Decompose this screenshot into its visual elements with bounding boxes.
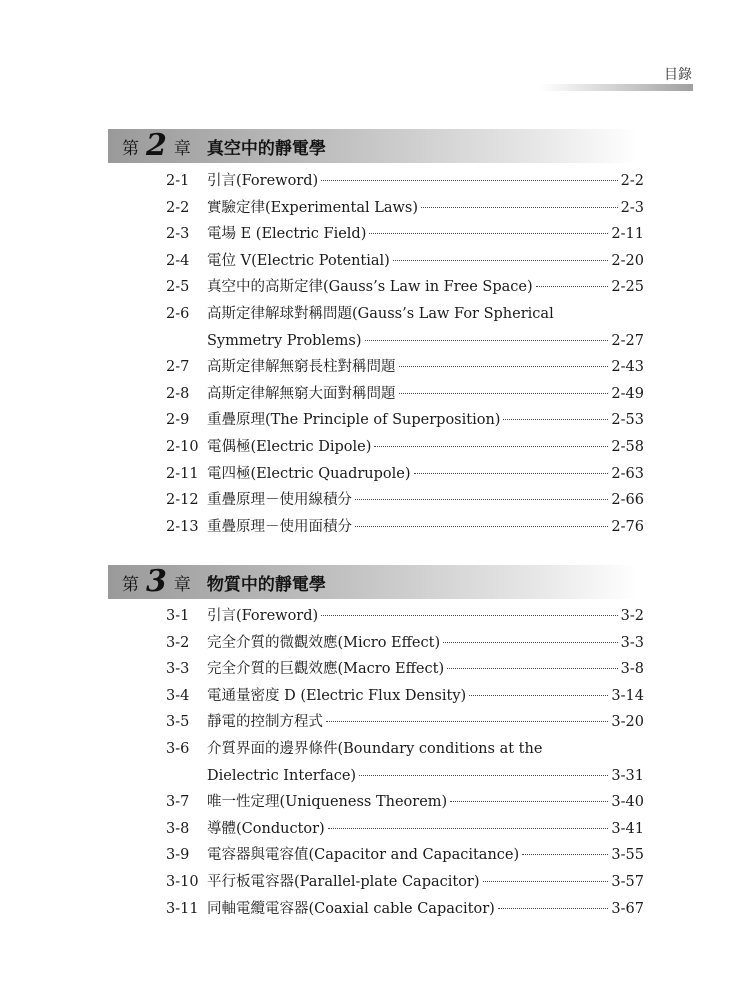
section-number: 2-10	[166, 438, 199, 455]
section-title: 重疊原理－使用面積分	[207, 518, 352, 535]
section-number: 3-11	[166, 900, 199, 917]
section-number: 3-2	[166, 634, 190, 651]
toc-entry[interactable]	[166, 869, 644, 896]
chapter-3-heading	[122, 565, 326, 599]
chapter-2-toc	[166, 168, 644, 540]
page-number: 3-55	[611, 847, 644, 864]
chapter-title: 真空中的靜電學	[206, 138, 326, 159]
section-number: 3-1	[166, 608, 190, 624]
page-number: 3-20	[611, 714, 644, 731]
dot-leader	[365, 340, 609, 341]
section-number: 3-5	[166, 714, 190, 731]
toc-entry[interactable]	[166, 603, 644, 630]
section-title: 真空中的高斯定律(Gauss’s Law in Free Space)	[207, 279, 533, 296]
dot-leader	[374, 446, 608, 447]
toc-entry-continuation[interactable]	[166, 763, 644, 790]
dot-leader	[321, 180, 617, 181]
section-title: 電位 V(Electric Potential)	[207, 252, 390, 269]
toc-entry[interactable]	[166, 896, 644, 923]
dot-leader	[399, 366, 609, 367]
toc-entry[interactable]	[166, 683, 644, 710]
page-number: 2-3	[620, 199, 644, 216]
page-number: 2-2	[620, 173, 644, 189]
section-title: 完全介質的微觀效應(Micro Effect)	[207, 634, 441, 651]
page-number: 2-53	[611, 412, 644, 429]
toc-entry[interactable]	[166, 381, 644, 408]
page-number: 3-31	[611, 767, 644, 784]
section-title-continued: Dielectric Interface)	[207, 767, 357, 784]
toc-entry[interactable]	[166, 789, 644, 816]
dot-leader	[359, 775, 608, 776]
section-title: 介質界面的邊界條件(Boundary conditions at the	[207, 740, 543, 757]
header-rule	[540, 84, 693, 91]
toc-entry[interactable]	[166, 461, 644, 488]
page-number: 2-27	[611, 332, 644, 349]
dot-leader	[503, 419, 608, 420]
toc-entry[interactable]	[166, 816, 644, 843]
section-number: 2-3	[166, 226, 190, 243]
chapter-suffix: 章	[173, 138, 191, 159]
section-title: 靜電的控制方程式	[207, 714, 323, 731]
section-title: 平行板電容器(Parallel-plate Capacitor)	[207, 873, 480, 890]
toc-entry[interactable]	[166, 195, 644, 222]
section-title: 重疊原理－使用線積分	[207, 492, 352, 509]
toc-entry[interactable]	[166, 274, 644, 301]
section-title: 唯一性定理(Uniqueness Theorem)	[207, 794, 448, 811]
page-number: 2-20	[611, 252, 644, 269]
section-title: 導體(Conductor)	[207, 820, 325, 837]
section-title: 高斯定律解球對稱問題(Gauss’s Law For Spherical	[207, 305, 554, 322]
section-title: 重疊原理(The Principle of Superposition)	[207, 412, 501, 429]
section-number: 2-11	[166, 465, 199, 482]
section-title: 引言(Foreword)	[207, 173, 319, 189]
chapter-number: 3	[146, 564, 167, 599]
section-number: 3-7	[166, 794, 190, 811]
dot-leader	[447, 668, 618, 669]
section-number: 2-2	[166, 199, 190, 216]
toc-entry-continuation[interactable]	[166, 328, 644, 355]
section-number: 2-13	[166, 518, 199, 535]
section-number: 3-9	[166, 847, 190, 864]
section-title: 引言(Foreword)	[207, 608, 319, 624]
toc-entry[interactable]	[166, 248, 644, 275]
section-number: 3-3	[166, 661, 190, 678]
running-header: 目錄	[664, 67, 692, 83]
toc-entry[interactable]	[166, 407, 644, 434]
section-title: 同軸電纜電容器(Coaxial cable Capacitor)	[207, 900, 495, 917]
page-number: 3-3	[620, 634, 644, 651]
dot-leader	[321, 615, 617, 616]
section-title: 高斯定律解無窮長柱對稱問題	[207, 359, 396, 376]
dot-leader	[450, 801, 608, 802]
page-number: 3-2	[620, 608, 644, 624]
page-number: 2-25	[611, 279, 644, 296]
toc-entry[interactable]	[166, 221, 644, 248]
section-number: 2-1	[166, 173, 190, 189]
section-title: 電場 E (Electric Field)	[207, 226, 367, 243]
section-title: 完全介質的巨觀效應(Macro Effect)	[207, 661, 445, 678]
section-number: 3-4	[166, 687, 190, 704]
page-number: 2-58	[611, 438, 644, 455]
section-number: 2-4	[166, 252, 190, 269]
chapter-prefix: 第	[122, 138, 139, 159]
section-title-continued: Symmetry Problems)	[207, 332, 362, 349]
section-number: 2-9	[166, 412, 190, 429]
dot-leader	[326, 721, 608, 722]
section-number: 3-6	[166, 740, 190, 757]
dot-leader	[393, 260, 609, 261]
toc-entry[interactable]	[166, 354, 644, 381]
dot-leader	[443, 642, 618, 643]
section-title: 電偶極(Electric Dipole)	[207, 438, 372, 455]
dot-leader	[328, 828, 609, 829]
dot-leader	[355, 526, 608, 527]
section-title: 電通量密度 D (Electric Flux Density)	[207, 687, 467, 704]
toc-entry[interactable]	[166, 656, 644, 683]
section-number: 3-8	[166, 820, 190, 837]
dot-leader	[483, 881, 609, 882]
toc-entry[interactable]	[166, 301, 644, 328]
page-number: 2-66	[611, 492, 644, 509]
page-number: 2-43	[611, 359, 644, 376]
section-number: 2-8	[166, 385, 190, 402]
page-number: 3-67	[611, 900, 644, 917]
toc-entry[interactable]	[166, 736, 644, 763]
dot-leader	[399, 393, 609, 394]
dot-leader	[536, 286, 609, 287]
section-title: 高斯定律解無窮大面對稱問題	[207, 385, 396, 402]
chapter-prefix: 第	[122, 574, 139, 595]
toc-entry[interactable]	[166, 434, 644, 461]
section-title: 電四極(Electric Quadrupole)	[207, 465, 411, 482]
toc-entry[interactable]	[166, 514, 644, 541]
page-number: 2-49	[611, 385, 644, 402]
page-number: 3-8	[620, 661, 644, 678]
toc-entry[interactable]	[166, 168, 644, 195]
page-number: 2-76	[611, 518, 644, 535]
dot-leader	[522, 854, 608, 855]
chapter-2-heading	[122, 129, 326, 163]
chapter-3-toc	[166, 603, 644, 922]
toc-entry[interactable]	[166, 709, 644, 736]
page-number: 3-14	[611, 687, 644, 704]
page-number: 2-63	[611, 465, 644, 482]
section-number: 2-5	[166, 279, 190, 296]
dot-leader	[469, 695, 608, 696]
dot-leader	[421, 207, 618, 208]
dot-leader	[414, 473, 609, 474]
toc-entry[interactable]	[166, 842, 644, 869]
section-number: 2-7	[166, 359, 190, 376]
chapter-number: 2	[146, 128, 167, 163]
section-number: 2-12	[166, 492, 199, 509]
page-number: 2-11	[611, 226, 644, 243]
section-title: 實驗定律(Experimental Laws)	[207, 199, 419, 216]
page-number: 3-40	[611, 794, 644, 811]
section-number: 3-10	[166, 873, 199, 890]
page-number: 3-41	[611, 820, 644, 837]
dot-leader	[355, 499, 608, 500]
page-number: 3-57	[611, 873, 644, 890]
section-title: 電容器與電容值(Capacitor and Capacitance)	[207, 847, 520, 864]
dot-leader	[498, 908, 609, 909]
chapter-title: 物質中的靜電學	[206, 574, 326, 595]
chapter-suffix: 章	[173, 574, 191, 595]
section-number: 2-6	[166, 305, 190, 322]
dot-leader	[369, 233, 608, 234]
toc-entry[interactable]	[166, 630, 644, 657]
toc-entry[interactable]	[166, 487, 644, 514]
